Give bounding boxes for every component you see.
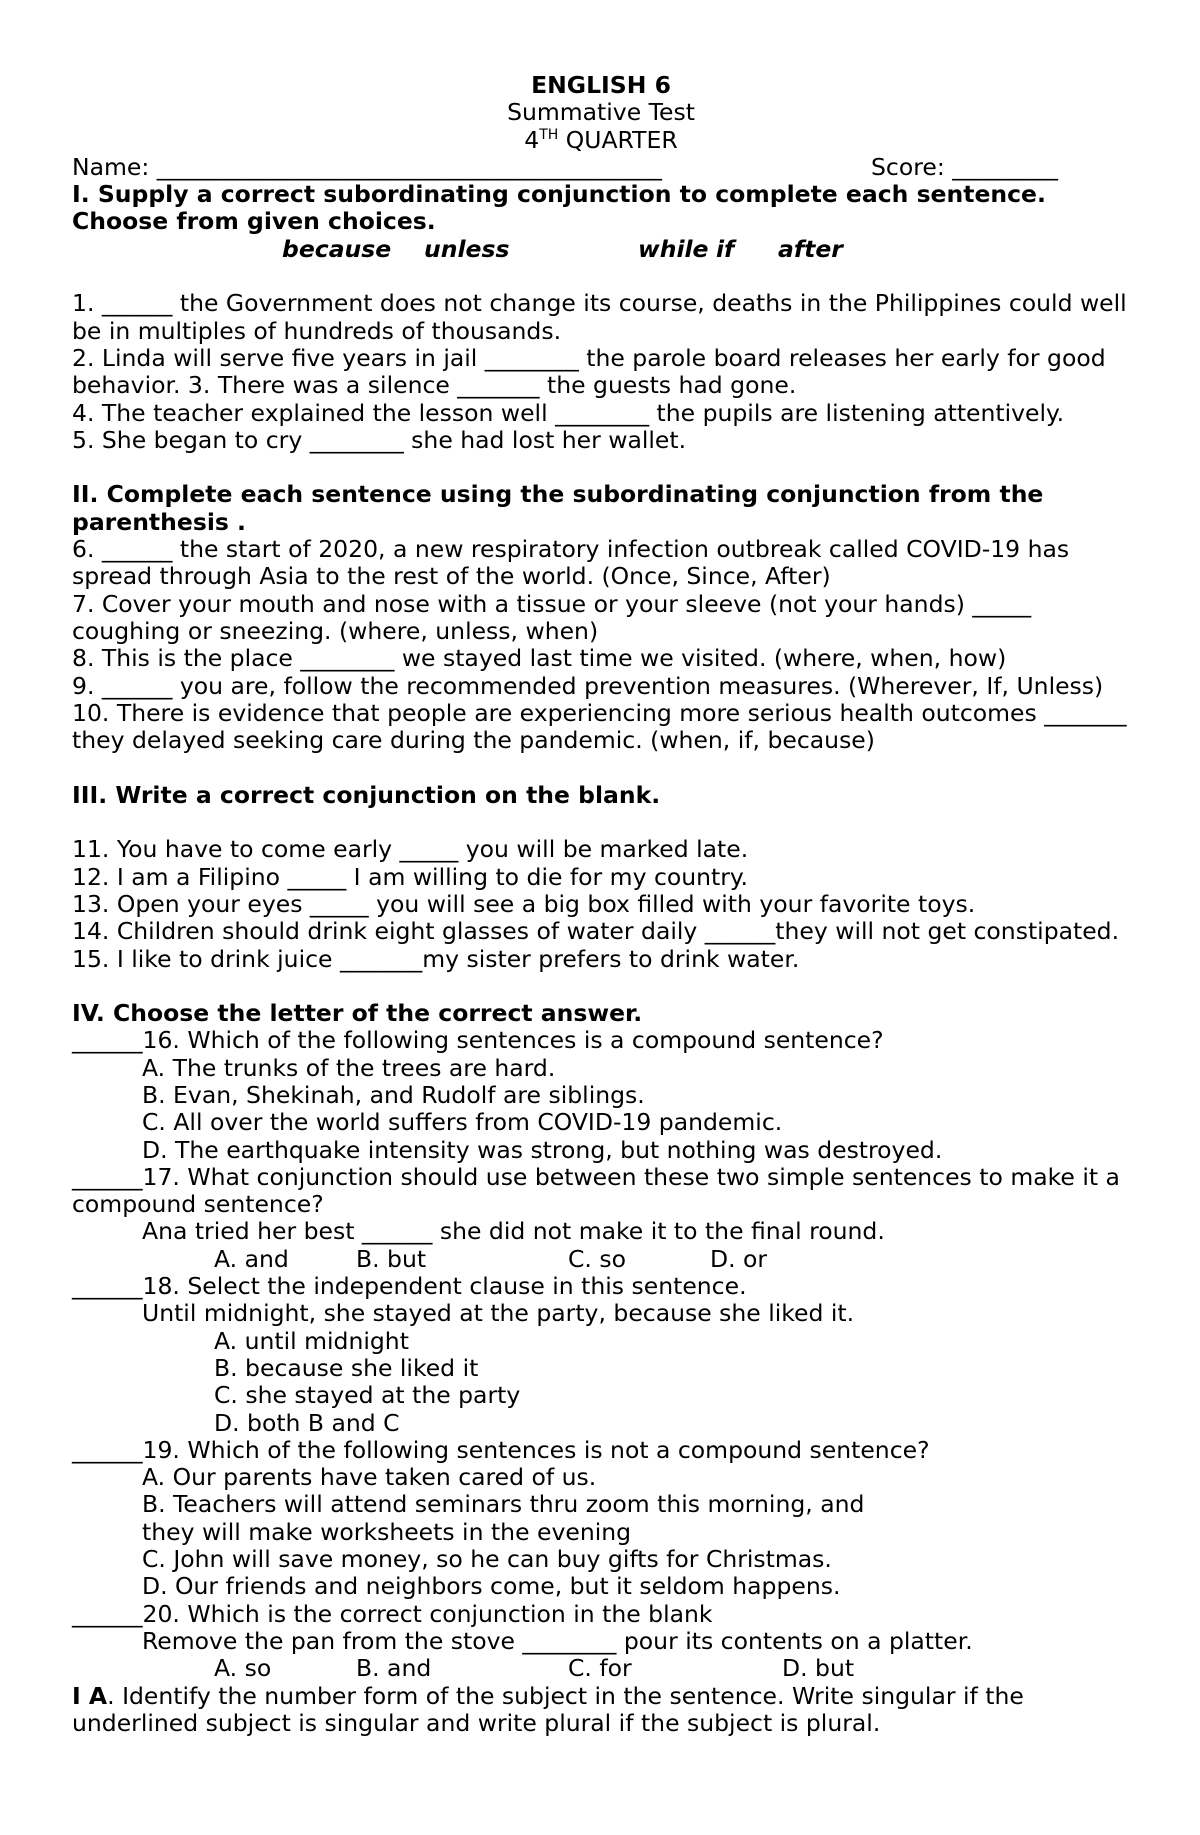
name-field[interactable] xyxy=(72,154,662,181)
option-item: A. until midnight xyxy=(214,1326,409,1355)
question-18-sentence: Until midnight, she stayed at the party, because she liked it. xyxy=(142,1299,855,1328)
list-item: 11. You have to come early _____ you will be marked late. xyxy=(72,835,749,864)
choice-word: after xyxy=(778,234,843,263)
name-label: Name: xyxy=(72,152,150,181)
quarter-number: 4 xyxy=(524,125,540,154)
option-item: D. but xyxy=(782,1654,855,1683)
option-item: D. The earthquake intensity was strong, but nothing was destroyed. xyxy=(142,1135,943,1164)
option-item-cont: they will make worksheets in the evening xyxy=(142,1517,632,1546)
option-item: C. John will save money, so he can buy gifts for Christmas. xyxy=(142,1545,832,1574)
option-item: C. for xyxy=(568,1654,632,1683)
option-item: C. All over the world suffers from COVID-19 pandemic. xyxy=(142,1108,783,1137)
quarter-label xyxy=(72,127,1130,154)
question-18-stem: ______18. Select the independent clause in this sentence. xyxy=(72,1272,747,1301)
question-17-options xyxy=(72,1246,1130,1273)
option-item: D. Our friends and neighbors come, but it seldom happens. xyxy=(142,1572,841,1601)
list-item: 13. Open your eyes _____ you will see a big box filled with your favorite toys. xyxy=(72,889,976,918)
option-item: C. so xyxy=(568,1244,626,1273)
question-16-stem: ______16. Which of the following sentences is a compound sentence? xyxy=(72,1026,884,1055)
score-label: Score: xyxy=(871,152,945,181)
question-17-stem-cont: compound sentence? xyxy=(72,1190,324,1219)
list-item: 5. She began to cry ________ she had lost her wallet. xyxy=(72,425,687,454)
name-blank: ___________________________________________ xyxy=(156,152,662,181)
name-score-row xyxy=(72,154,1130,181)
list-item: behavior. 3. There was a silence _______ the guests had gone. xyxy=(72,371,797,400)
list-item: coughing or sneezing. (where, unless, when) xyxy=(72,616,599,645)
option-item: B. Evan, Shekinah, and Rudolf are siblings. xyxy=(142,1080,645,1109)
option-item: A. so xyxy=(214,1654,272,1683)
choice-word: if xyxy=(716,234,735,263)
question-19-stem: ______19. Which of the following sentences is not a compound sentence? xyxy=(72,1435,930,1464)
list-item: 15. I like to drink juice _______my sister prefers to drink water. xyxy=(72,944,800,973)
option-item: A. and xyxy=(214,1244,289,1273)
choice-word: unless xyxy=(424,234,510,263)
part3-instruction: III. Write a correct conjunction on the blank. xyxy=(72,780,661,809)
choice-word: because xyxy=(282,234,392,263)
list-item: 12. I am a Filipino _____ I am willing to die for my country. xyxy=(72,862,748,891)
option-item: D. or xyxy=(710,1244,768,1273)
part5-text: . Identify the number form of the subject in the sentence. Write singular if the xyxy=(107,1681,1024,1710)
quarter-word: QUARTER xyxy=(558,125,678,154)
option-item: C. she stayed at the party xyxy=(214,1381,521,1410)
list-item: 9. ______ you are, follow the recommended prevention measures. (Wherever, If, Unless) xyxy=(72,671,1104,700)
list-item: be in multiples of hundreds of thousands. xyxy=(72,316,562,345)
score-blank: _________ xyxy=(952,152,1058,181)
list-item: 2. Linda will serve five years in jail ________ the parole board releases her early for good xyxy=(72,343,1106,372)
test-type: Summative Test xyxy=(507,98,695,127)
list-item: 4. The teacher explained the lesson well ________ the pupils are listening attentively. xyxy=(72,398,1065,427)
option-item: B. because she liked it xyxy=(214,1353,479,1382)
list-item: 14. Children should drink eight glasses of water daily ______they will not get constipated. xyxy=(72,917,1120,946)
part5-instruction-line2: underlined subject is singular and write plural if the subject is plural. xyxy=(72,1708,881,1737)
list-item: 1. ______ the Government does not change its course, deaths in the Philippines could well xyxy=(72,289,1127,318)
part1-choices xyxy=(72,236,1130,263)
list-item: 6. ______ the start of 2020, a new respiratory infection outbreak called COVID-19 has xyxy=(72,535,1070,564)
list-item: they delayed seeking care during the pandemic. (when, if, because) xyxy=(72,726,875,755)
question-20-stem: ______20. Which is the correct conjunction in the blank xyxy=(72,1599,713,1628)
part2-instruction-line1: II. Complete each sentence using the subordinating conjunction from the xyxy=(72,480,1044,509)
choice-word: while xyxy=(638,234,709,263)
part5-label: I A xyxy=(72,1681,108,1710)
option-item: B. Teachers will attend seminars thru zoom this morning, and xyxy=(142,1490,865,1519)
part2-instruction-line2: parenthesis . xyxy=(72,507,246,536)
list-item: spread through Asia to the rest of the world. (Once, Since, After) xyxy=(72,562,831,591)
question-20-options xyxy=(72,1655,1130,1682)
option-item: B. and xyxy=(356,1654,432,1683)
list-item: 8. This is the place ________ we stayed last time we visited. (where, when, how) xyxy=(72,644,1007,673)
part1-instruction-line2: Choose from given choices. xyxy=(72,207,436,236)
question-17-stem: ______17. What conjunction should use between these two simple sentences to make it a xyxy=(72,1162,1120,1191)
quarter-superscript: TH xyxy=(539,126,559,143)
score-field[interactable] xyxy=(871,154,1130,181)
list-item: 7. Cover your mouth and nose with a tissue or your sleeve (not your hands) _____ xyxy=(72,589,1032,618)
option-item: B. but xyxy=(356,1244,427,1273)
option-item: A. Our parents have taken cared of us. xyxy=(142,1463,597,1492)
question-17-sentence: Ana tried her best ______ she did not make it to the final round. xyxy=(142,1217,885,1246)
option-item: D. both B and C xyxy=(214,1408,400,1437)
part5-instruction-line1 xyxy=(72,1683,1130,1710)
part4-instruction: IV. Choose the letter of the correct answer. xyxy=(72,999,643,1028)
part1-instruction-line1: I. Supply a correct subordinating conjunction to complete each sentence. xyxy=(72,180,1046,209)
question-20-sentence: Remove the pan from the stove ________ pour its contents on a platter. xyxy=(142,1626,973,1655)
option-item: A. The trunks of the trees are hard. xyxy=(142,1053,556,1082)
list-item: 10. There is evidence that people are experiencing more serious health outcomes _______ xyxy=(72,698,1127,727)
subject-title: ENGLISH 6 xyxy=(531,71,671,99)
